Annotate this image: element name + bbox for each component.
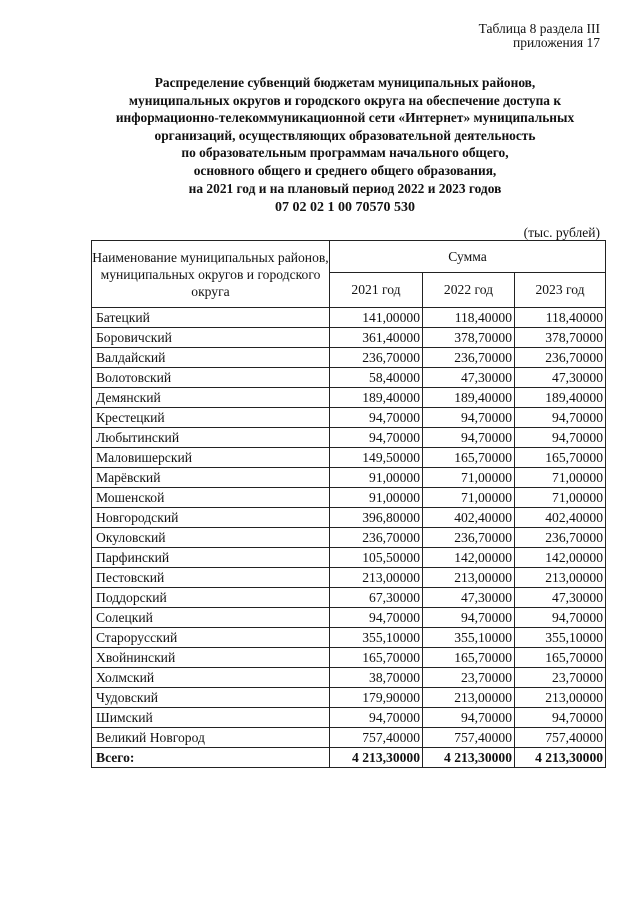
year-2023-header: 2023 год	[515, 273, 606, 308]
total-row	[92, 748, 606, 768]
amount-2021: 67,30000	[330, 588, 423, 608]
table-row	[92, 308, 606, 328]
amount-2023: 71,00000	[515, 488, 606, 508]
amount-2022: 71,00000	[423, 488, 515, 508]
district-name: Мошенской	[92, 488, 330, 508]
amount-2022: 236,70000	[423, 348, 515, 368]
amount-2022: 189,40000	[423, 388, 515, 408]
district-name: Пестовский	[92, 568, 330, 588]
amount-2023: 189,40000	[515, 388, 606, 408]
amount-2023: 94,70000	[515, 408, 606, 428]
title-line: на 2021 год и на плановый период 2022 и 2023 годов	[188, 180, 502, 196]
amount-2022: 355,10000	[423, 628, 515, 648]
district-name: Великий Новгород	[92, 728, 330, 748]
name-column-header: Наименование муниципальных районов, муниципальных округов и городского округа	[92, 241, 330, 308]
sum-column-header: Сумма	[330, 241, 606, 273]
table-row	[92, 688, 606, 708]
amount-2021: 189,40000	[330, 388, 423, 408]
district-name: Маловишерский	[92, 448, 330, 468]
amount-2022: 236,70000	[423, 528, 515, 548]
district-name: Волотовский	[92, 368, 330, 388]
amount-2023: 355,10000	[515, 628, 606, 648]
amount-2023: 165,70000	[515, 648, 606, 668]
amount-2023: 71,00000	[515, 468, 606, 488]
amount-2022: 94,70000	[423, 408, 515, 428]
amount-2022: 94,70000	[423, 608, 515, 628]
budget-classification-code: 07 02 02 1 00 70570 530	[275, 200, 415, 215]
amount-2021: 38,70000	[330, 668, 423, 688]
amount-2021: 94,70000	[330, 428, 423, 448]
amount-2023: 378,70000	[515, 328, 606, 348]
amount-2023: 4 213,30000	[515, 748, 606, 768]
amount-2021: 149,50000	[330, 448, 423, 468]
table-row	[92, 328, 606, 348]
district-name: Чудовский	[92, 688, 330, 708]
appendix-reference	[479, 22, 600, 50]
amount-2021: 361,40000	[330, 328, 423, 348]
amount-2023: 94,70000	[515, 428, 606, 448]
amount-2022: 4 213,30000	[423, 748, 515, 768]
table-row	[92, 548, 606, 568]
amount-2021: 179,90000	[330, 688, 423, 708]
amount-2021: 94,70000	[330, 708, 423, 728]
amount-2023: 213,00000	[515, 568, 606, 588]
amount-2023: 213,00000	[515, 688, 606, 708]
district-name: Окуловский	[92, 528, 330, 548]
amount-2022: 47,30000	[423, 368, 515, 388]
amount-2023: 236,70000	[515, 348, 606, 368]
amount-2022: 142,00000	[423, 548, 515, 568]
table-row	[92, 588, 606, 608]
amount-2023: 118,40000	[515, 308, 606, 328]
amount-2021: 236,70000	[330, 528, 423, 548]
amount-2022: 23,70000	[423, 668, 515, 688]
document-title	[80, 74, 610, 197]
table-row	[92, 468, 606, 488]
title-line: муниципальных округов и городского округа на обеспечение доступа к	[128, 92, 562, 108]
table-row	[92, 668, 606, 688]
amount-2022: 165,70000	[423, 448, 515, 468]
amount-2023: 757,40000	[515, 728, 606, 748]
district-name: Любытинский	[92, 428, 330, 448]
district-name: Новгородский	[92, 508, 330, 528]
amount-2022: 71,00000	[423, 468, 515, 488]
amount-2021: 396,80000	[330, 508, 423, 528]
district-name: Шимский	[92, 708, 330, 728]
amount-2023: 47,30000	[515, 368, 606, 388]
amount-2022: 118,40000	[423, 308, 515, 328]
table-row	[92, 648, 606, 668]
amount-2021: 4 213,30000	[330, 748, 423, 768]
district-name: Валдайский	[92, 348, 330, 368]
district-name: Хвойнинский	[92, 648, 330, 668]
table-row	[92, 428, 606, 448]
amount-2021: 165,70000	[330, 648, 423, 668]
table-row	[92, 628, 606, 648]
district-name: Старорусский	[92, 628, 330, 648]
title-line: основного общего и среднего общего образования,	[193, 162, 497, 178]
amount-2021: 213,00000	[330, 568, 423, 588]
amount-2021: 141,00000	[330, 308, 423, 328]
year-2021-header: 2021 год	[330, 273, 423, 308]
amount-2022: 378,70000	[423, 328, 515, 348]
district-name: Боровичский	[92, 328, 330, 348]
district-name: Парфинский	[92, 548, 330, 568]
amount-2023: 165,70000	[515, 448, 606, 468]
amount-2022: 94,70000	[423, 428, 515, 448]
district-name: Холмский	[92, 668, 330, 688]
amount-2022: 757,40000	[423, 728, 515, 748]
amount-2022: 165,70000	[423, 648, 515, 668]
amount-2021: 91,00000	[330, 468, 423, 488]
amount-2021: 355,10000	[330, 628, 423, 648]
table-row	[92, 368, 606, 388]
title-line: организаций, осуществляющих образовательной деятельность	[154, 127, 536, 143]
district-name: Батецкий	[92, 308, 330, 328]
table-row	[92, 488, 606, 508]
table-row	[92, 448, 606, 468]
amount-2023: 142,00000	[515, 548, 606, 568]
title-line: информационно-телекоммуникационной сети «Интернет» муниципальных	[115, 110, 575, 126]
table-row	[92, 348, 606, 368]
amount-2022: 402,40000	[423, 508, 515, 528]
table-row	[92, 608, 606, 628]
amount-2021: 58,40000	[330, 368, 423, 388]
table-row	[92, 568, 606, 588]
amount-2023: 236,70000	[515, 528, 606, 548]
amount-2021: 757,40000	[330, 728, 423, 748]
amount-2021: 91,00000	[330, 488, 423, 508]
district-name: Солецкий	[92, 608, 330, 628]
table-row	[92, 728, 606, 748]
appendix-ref-annex-line: приложения 17	[512, 35, 600, 50]
amount-2022: 213,00000	[423, 568, 515, 588]
amount-2023: 23,70000	[515, 668, 606, 688]
title-line: по образовательным программам начального общего,	[181, 145, 509, 161]
district-name: Поддорский	[92, 588, 330, 608]
table-row	[92, 528, 606, 548]
table-header-row	[92, 241, 606, 273]
appendix-ref-table-line: Таблица 8 раздела III	[478, 21, 600, 36]
table-row	[92, 388, 606, 408]
amount-2023: 47,30000	[515, 588, 606, 608]
table-body	[92, 308, 606, 768]
table-row	[92, 508, 606, 528]
amount-2021: 94,70000	[330, 608, 423, 628]
amount-2021: 105,50000	[330, 548, 423, 568]
amount-2022: 94,70000	[423, 708, 515, 728]
amount-2023: 402,40000	[515, 508, 606, 528]
units-label: (тыс. рублей)	[523, 225, 600, 240]
amount-2022: 213,00000	[423, 688, 515, 708]
district-name: Демянский	[92, 388, 330, 408]
amount-2021: 236,70000	[330, 348, 423, 368]
title-line: Распределение субвенций бюджетам муниципальных районов,	[154, 75, 536, 90]
amount-2023: 94,70000	[515, 608, 606, 628]
amount-2022: 47,30000	[423, 588, 515, 608]
amount-2023: 94,70000	[515, 708, 606, 728]
year-2022-header: 2022 год	[423, 273, 515, 308]
amount-2021: 94,70000	[330, 408, 423, 428]
district-name: Марёвский	[92, 468, 330, 488]
district-name: Крестецкий	[92, 408, 330, 428]
subvention-table	[91, 240, 606, 768]
table-row	[92, 708, 606, 728]
total-label: Всего:	[92, 748, 330, 768]
table-row	[92, 408, 606, 428]
